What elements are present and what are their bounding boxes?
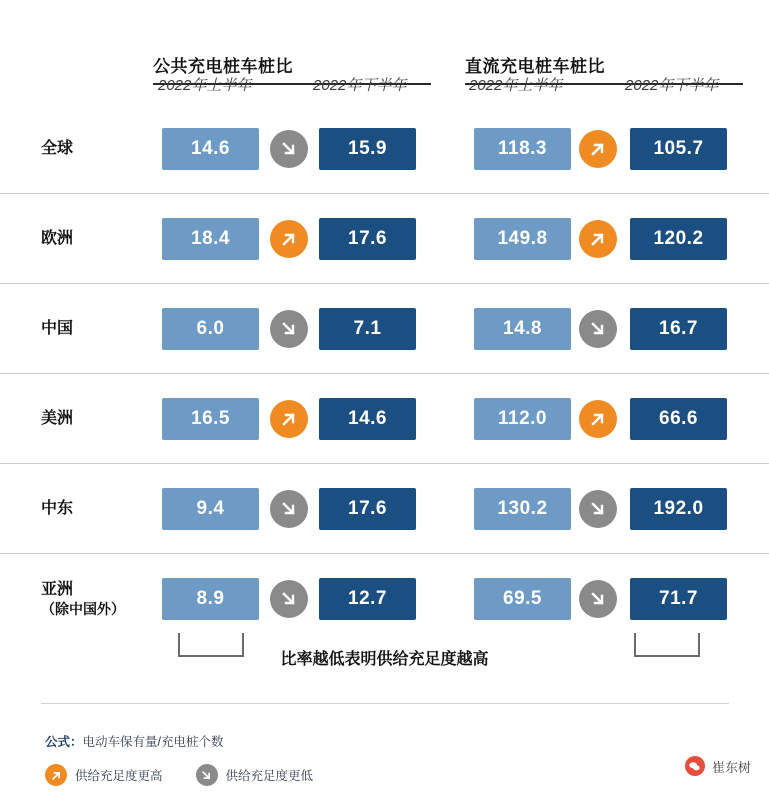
- group-headers: [0, 26, 769, 76]
- footer-divider: [41, 703, 729, 704]
- group-title-public: 公共充电桩车桩比: [153, 57, 293, 76]
- formula-text: 电动车保有量/充电桩个数: [82, 735, 224, 749]
- arrow-down-right-icon: [196, 764, 218, 786]
- arrow-down-right-icon: [579, 580, 617, 618]
- arrow-down-right-icon: [270, 130, 308, 168]
- row-label: [41, 408, 73, 430]
- cell-dc-h2: 71.7: [630, 578, 727, 620]
- arrow-down-right-icon: [270, 310, 308, 348]
- cell-dc-h2: 120.2: [630, 218, 727, 260]
- cell-dc-h2: 192.0: [630, 488, 727, 530]
- table-row: [0, 373, 769, 463]
- row-label-main: 全球: [41, 139, 74, 157]
- row-label: [41, 138, 73, 160]
- arrow-down-right-icon: [270, 490, 308, 528]
- column-headers: [0, 74, 769, 104]
- arrow-up-right-icon: [579, 130, 617, 168]
- cell-dc-h1: 149.8: [474, 218, 571, 260]
- row-label-main: 美洲: [41, 409, 74, 427]
- row-label: [41, 498, 73, 520]
- cell-public-h1: 8.9: [162, 578, 259, 620]
- row-label-main: 欧洲: [41, 229, 74, 247]
- watermark: [685, 756, 751, 776]
- arrow-down-right-icon: [579, 490, 617, 528]
- table-row: [0, 104, 769, 193]
- row-label: [41, 318, 73, 340]
- column-header-dc-h2: 2022年下半年: [625, 77, 719, 94]
- arrow-up-right-icon: [579, 400, 617, 438]
- cell-public-h2: 17.6: [319, 218, 416, 260]
- legend-item-lower: [196, 764, 314, 786]
- table-row: [0, 553, 769, 643]
- cell-dc-h1: 118.3: [474, 128, 571, 170]
- cell-public-h1: 9.4: [162, 488, 259, 530]
- row-label-sub: （除中国外）: [41, 600, 125, 617]
- row-label-main: 亚洲: [41, 580, 74, 598]
- cell-public-h2: 17.6: [319, 488, 416, 530]
- cell-public-h2: 7.1: [319, 308, 416, 350]
- column-header-dc-h1: 2022年上半年: [469, 77, 563, 94]
- column-header-public-h2: 2022年下半年: [313, 77, 407, 94]
- arrow-up-right-icon: [45, 764, 67, 786]
- cell-dc-h1: 112.0: [474, 398, 571, 440]
- chart-caption: 比率越低表明供给充足度越高: [280, 651, 489, 668]
- cell-public-h1: 18.4: [162, 218, 259, 260]
- row-label-main: 中国: [41, 319, 74, 337]
- cell-public-h1: 6.0: [162, 308, 259, 350]
- formula-key: 公式：: [45, 735, 83, 749]
- row-label: [41, 578, 125, 618]
- arrow-down-right-icon: [270, 580, 308, 618]
- cell-public-h2: 12.7: [319, 578, 416, 620]
- row-label: [41, 228, 73, 250]
- cell-dc-h1: 130.2: [474, 488, 571, 530]
- cell-dc-h1: 69.5: [474, 578, 571, 620]
- cell-dc-h2: 16.7: [630, 308, 727, 350]
- table-row: [0, 283, 769, 373]
- table-row: [0, 463, 769, 553]
- cell-public-h2: 14.6: [319, 398, 416, 440]
- legend-label-lower: 供给充足度更低: [225, 769, 314, 783]
- arrow-down-right-icon: [579, 310, 617, 348]
- legend: [45, 764, 337, 786]
- legend-item-higher: [45, 764, 163, 786]
- legend-label-higher: 供给充足度更高: [75, 769, 163, 783]
- cell-public-h1: 14.6: [162, 128, 259, 170]
- formula-note: [45, 732, 224, 750]
- table-row: [0, 193, 769, 283]
- cell-dc-h1: 14.8: [474, 308, 571, 350]
- cell-public-h2: 15.9: [319, 128, 416, 170]
- arrow-up-right-icon: [270, 220, 308, 258]
- watermark-label: 崔东树: [711, 759, 751, 775]
- data-rows: [0, 104, 769, 643]
- arrow-up-right-icon: [270, 400, 308, 438]
- cell-public-h1: 16.5: [162, 398, 259, 440]
- column-header-public-h1: 2022年上半年: [158, 77, 252, 94]
- group-title-dc: 直流充电桩车桩比: [465, 57, 605, 76]
- row-label-main: 中东: [41, 499, 74, 517]
- caption-bracket-area: [0, 633, 769, 681]
- cell-dc-h2: 66.6: [630, 398, 727, 440]
- wechat-icon: [685, 756, 705, 776]
- cell-dc-h2: 105.7: [630, 128, 727, 170]
- arrow-up-right-icon: [579, 220, 617, 258]
